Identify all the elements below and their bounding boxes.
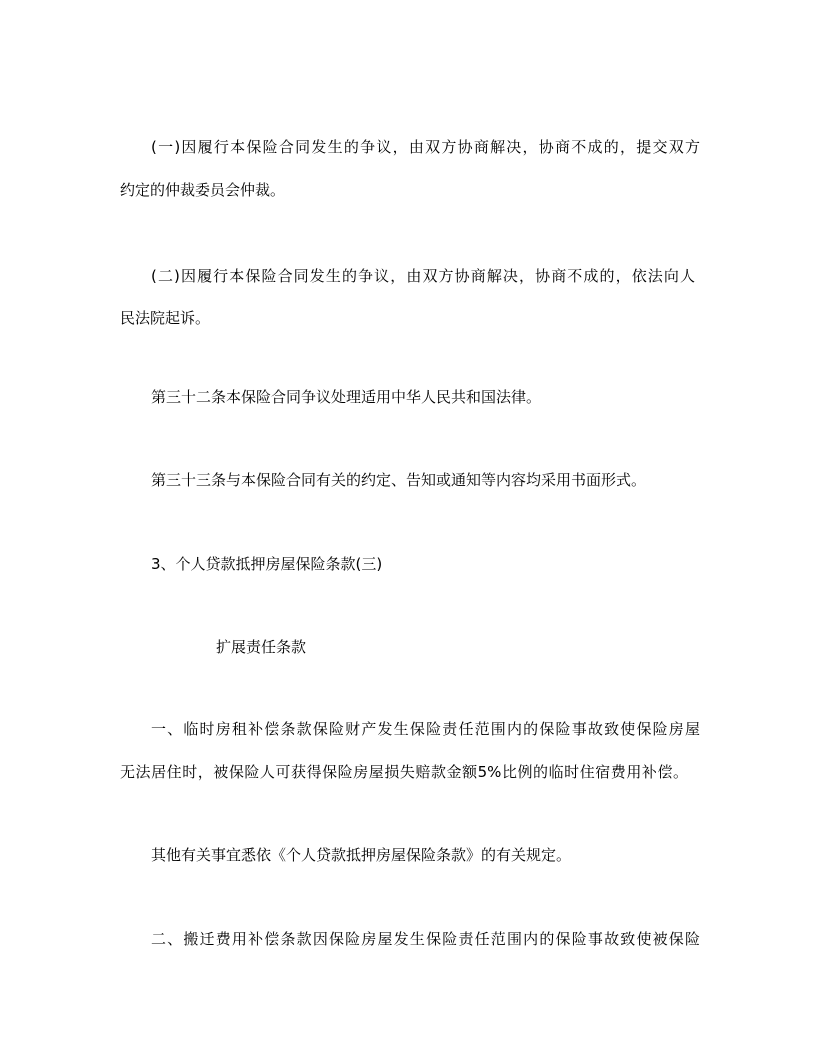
- clause-1-line-1: 一、临时房租补偿条款保险财产发生保险责任范围内的保险事故致使保险房屋: [151, 720, 700, 738]
- paragraph-2-line-2: 民法院起诉。: [120, 309, 211, 327]
- paragraph-1-line-1: (一)因履行本保险合同发生的争议，由双方协商解决，协商不成的，提交双方: [151, 138, 700, 156]
- clause-2-line-1: 二、搬迁费用补偿条款因保险房屋发生保险责任范围内的保险事故致使被保险: [151, 930, 700, 948]
- paragraph-1-line-2: 约定的仲裁委员会仲裁。: [120, 181, 286, 199]
- extension-clauses-heading: 扩展责任条款: [216, 638, 307, 656]
- article-33-paragraph: 第三十三条与本保险合同有关的约定、告知或通知等内容均采用书面形式。: [151, 471, 647, 489]
- paragraph-2-line-1: (二)因履行本保险合同发生的争议，由双方协商解决，协商不成的，依法向人: [151, 267, 695, 285]
- other-matters-paragraph: 其他有关事宜悉依《个人贷款抵押房屋保险条款》的有关规定。: [151, 846, 572, 864]
- section-title-3: 3、个人贷款抵押房屋保险条款(三): [151, 555, 383, 573]
- clause-1-line-2: 无法居住时，被保险人可获得保险房屋损失赔款金额5%比例的临时住宿费用补偿。: [120, 763, 688, 781]
- article-32-paragraph: 第三十二条本保险合同争议处理适用中华人民共和国法律。: [151, 388, 542, 406]
